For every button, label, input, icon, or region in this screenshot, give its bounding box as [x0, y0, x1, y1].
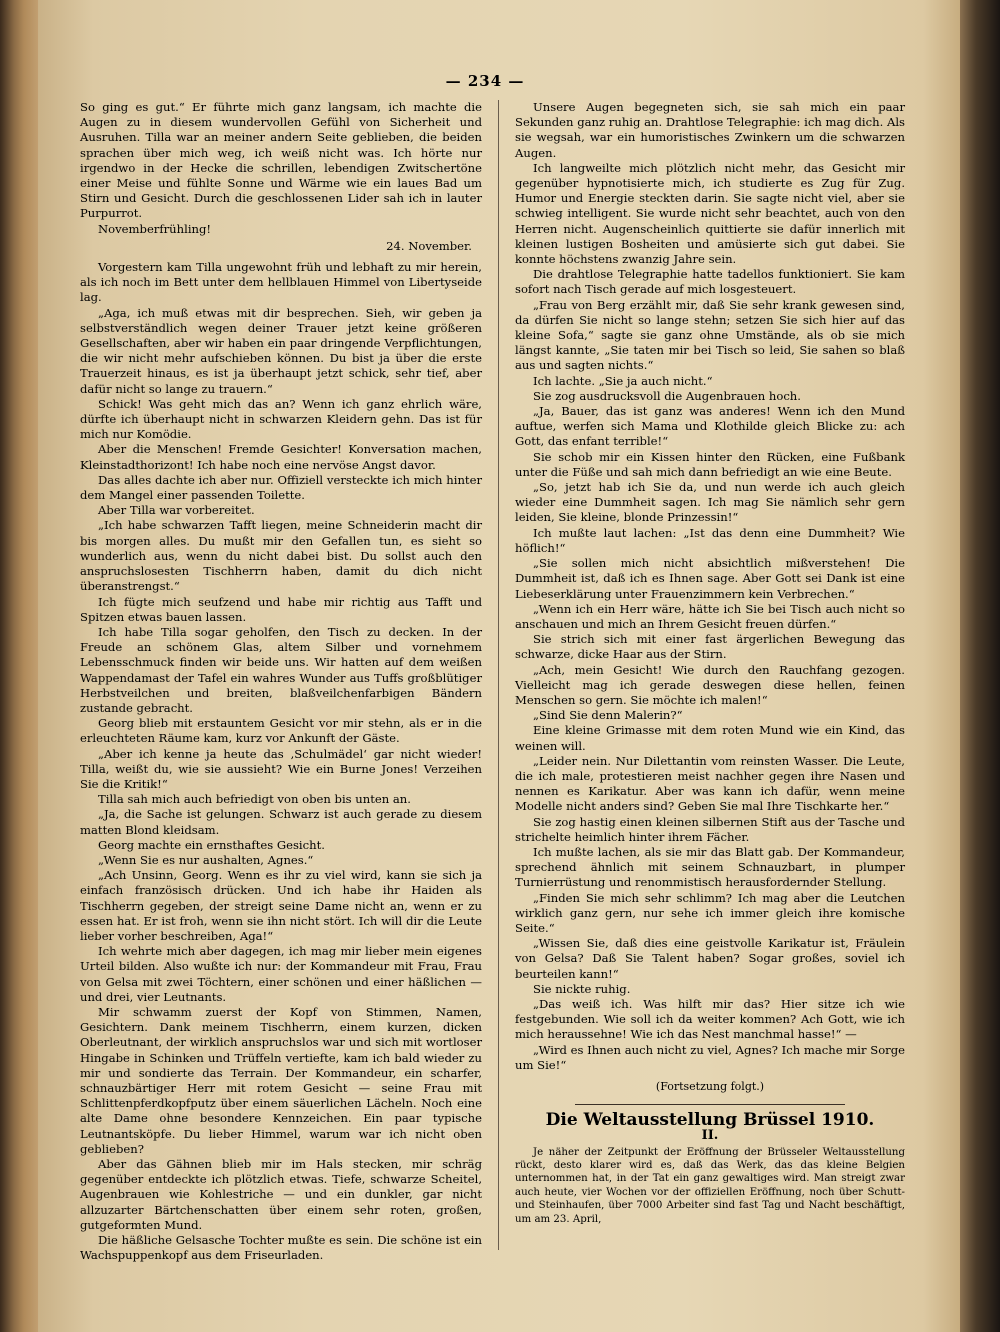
paragraph: „Leider nein. Nur Dilettantin vom reinsten Wasser. Die Leute, die ich male, protestieren meist nachher gegen ihre Nasen und nennen es Karikatur. Aber was kann ich dafür, wenn meine Modelle nicht anders sind? Geben Sie mal Ihre Tischkarte her.“ — [515, 753, 905, 814]
paragraph: Georg machte ein ernsthaftes Gesicht. — [98, 837, 325, 852]
paragraph: „Aber ich kenne ja heute das ‚Schulmädel‘ gar nicht wieder! Tilla, weißt du, wie sie aussieht? Wie ein Burne Jones! Verzeihen Sie die Kritik!“ — [80, 746, 482, 791]
dateline: 24. November. — [386, 238, 472, 253]
paragraph: Das alles dachte ich aber nur. Offiziell versteckte ich mich hinter dem Mangel einer passenden Toilette. — [80, 472, 482, 503]
paragraph: Novemberfrühling! — [98, 221, 212, 236]
paragraph: „Wenn ich ein Herr wäre, hätte ich Sie bei Tisch auch nicht so anschauen und mich an Ihrem Gesicht freuen dürfen.“ — [515, 601, 905, 631]
paragraph: Sie strich sich mit einer fast ärgerlichen Bewegung das schwarze, dicke Haar aus der Stirn. — [515, 632, 905, 662]
continuation-note: (Fortsetzung folgt.) — [655, 1080, 765, 1093]
paragraph: Schick! Was geht mich das an? Wenn ich ganz ehrlich wäre, dürfte ich überhaupt nicht in schwarzen Kleidern gehn. Das ist für mich nur Komödie. — [80, 396, 482, 442]
paragraph: „Aga, ich muß etwas mit dir besprechen. Sieh, wir geben ja selbstverständlich wegen deiner Trauer jetzt keine größeren Gesellschaften, aber wir haben ein paar dringende Verpflichtungen, die wir nicht mehr aufschieben können. Du bist ja über die erste Trauerzeit hinaus, es ist ja überhaupt jetzt schick, sehr tief, aber dafür nicht so lange zu trauern.“ — [80, 305, 482, 396]
paragraph: Ich lachte. „Sie ja auch nicht.“ — [533, 373, 713, 388]
paragraph: Vorgestern kam Tilla ungewohnt früh und lebhaft zu mir herein, als ich noch im Bett unter dem hellblauen Himmel von Libertyseide lag. — [80, 260, 482, 305]
paragraph: „So, jetzt hab ich Sie da, und nun werde ich auch gleich wieder eine Dummheit sagen. Ich mag Sie nämlich sehr gern leiden, Sie kleine, blonde Prinzessin!“ — [515, 480, 905, 525]
paragraph: Aber das Gähnen blieb mir im Hals stecken, mir schräg gegenüber entdeckte ich plötzlich etwas. Tiefe, schwarze Scheitel, Augenbrauen wie Kohlestriche — und ein dunkler, gar nicht allzuzarter Bärtchenschatten über einem sehr roten, großen, gutgeformten Mund. — [80, 1157, 482, 1232]
paragraph: „Ja, die Sache ist gelungen. Schwarz ist auch gerade zu diesem matten Blond kleidsam. — [80, 807, 482, 837]
paragraph: Sie zog ausdrucksvoll die Augenbrauen hoch. — [533, 388, 801, 403]
paragraph: Je näher der Zeitpunkt der Eröffnung der Brüsseler Weltausstellung rückt, desto klarer wird es, daß das Werk, das das kleine Belgien unternommen hat, in der Tat ein ganz gewaltiges wird. Man streigt zwar auch heute, vier Wochen vor der offiziellen Eröffnung, noch über Schutt- und Steinhaufen, über 7000 Arbeiter sind fast Tag und Nacht beschäftigt, um am 23. April, — [515, 1146, 905, 1225]
paragraph: Sie schob mir ein Kissen hinter den Rücken, eine Fußbank unter die Füße und sah mich dann befriedigt an wie eine Beute. — [515, 449, 905, 479]
paragraph: Die häßliche Gelsasche Tochter mußte es sein. Die schöne ist ein Wachspuppenkopf aus dem Friseurladen. — [80, 1233, 482, 1263]
paragraph: Georg blieb mit erstauntem Gesicht vor mir stehn, als er in die erleuchteten Räume kam, kurz vor Ankunft der Gäste. — [80, 716, 482, 746]
paragraph: Ich langweilte mich plötzlich nicht mehr, das Gesicht mir gegenüber hypnotisierte mich, ich studierte es Zug für Zug. Humor und Energie steckten darin. Sie sagte nicht viel, aber sie schwieg intelligent. Sie wurde nicht sehr beachtet, auch von den Herren nicht. Augenscheinlich quittierte sie dafür innerlich mit kleinen lustigen Bosheiten und amüsierte sich gut dabei. Sie konnte höchstens zwanzig Jahre sein. — [515, 160, 905, 267]
paragraph: „Sie sollen mich nicht absichtlich mißverstehen! Die Dummheit ist, daß ich es Ihnen sage. Aber Gott sei Dank ist eine Liebeserklärung unter Frauenzimmern kein Verbrechen.“ — [515, 556, 905, 601]
paragraph: Aber Tilla war vorbereitet. — [98, 503, 255, 518]
paragraph: „Wissen Sie, daß dies eine geistvolle Karikatur ist, Fräulein von Gelsa? Daß Sie Talent haben? Sogar großes, soviel ich beurteilen kann!“ — [515, 936, 905, 981]
paragraph: Unsere Augen begegneten sich, sie sah mich ein paar Sekunden ganz ruhig an. Drahtlose Telegraphie: ich mag dich. Als sie wegsah, war ein humoristisches Zwinkern um die schwarzen Augen. — [515, 100, 905, 160]
paragraph: Eine kleine Grimasse mit dem roten Mund wie ein Kind, das weinen will. — [515, 723, 905, 753]
paragraph: „Ach, mein Gesicht! Wie durch den Rauchfang gezogen. Vielleicht mag ich gerade deswegen diese hellen, feinen Menschen so gern. Sie möchte ich malen!“ — [515, 662, 905, 707]
paragraph: „Ach Unsinn, Georg. Wenn es ihr zu viel wird, kann sie sich ja einfach französisch drücken. Und ich habe ihr Haiden als Tischherrn gegeben, der streigt seine Dame nicht an, wenn er zu essen hat. Er ist froh, wenn sie ihn nicht stört. Ich will dir die Leute lieber vorher beschreiben, Aga!“ — [80, 868, 482, 943]
paragraph: „Wenn Sie es nur aushalten, Agnes.“ — [98, 852, 314, 867]
book-binding — [0, 0, 40, 1332]
right-column — [515, 100, 905, 1250]
article-part: II. — [701, 1128, 719, 1144]
paragraph: „Das weiß ich. Was hilft mir das? Hier sitze ich wie festgebunden. Wie soll ich da weiter kommen? Ach Gott, wie ich mich heraussehne! Wie ich das Nest manchmal hasse!“ — — [515, 996, 905, 1042]
paragraph: Ich mußte lachen, als sie mir das Blatt gab. Der Kommandeur, sprechend ähnlich mit seinem Schnauzbart, in plumper Turnierrüstung und renommistisch herausfordernder Stellung. — [515, 844, 905, 890]
paragraph: „Sind Sie denn Malerin?“ — [533, 708, 683, 723]
paragraph: Ich habe Tilla sogar geholfen, den Tisch zu decken. In der Freude an schönem Glas, altem Silber und vornehmem Lebensschmuck finden wir beide uns. Wir hatten auf dem weißen Wappendamast der Tafel ein wahres Wunder aus Tuffs großblütiger Herbstveilchen und breiten, blaßveilchenfarbigen Bändern zustande gebracht. — [80, 624, 482, 715]
section-separator — [575, 1104, 845, 1105]
paragraph: Die drahtlose Telegraphie hatte tadellos funktioniert. Sie kam sofort nach Tisch gerade auf mich losgesteuert. — [515, 267, 905, 297]
paragraph: „Ja, Bauer, das ist ganz was anderes! Wenn ich den Mund auftue, werfen sich Mama und Klothilde gleich Blicke zu: ach Gott, das enfant terrible!“ — [515, 404, 905, 449]
paragraph: „Ich habe schwarzen Tafft liegen, meine Schneiderin macht dir bis morgen alles. Du mußt mir den Gefallen tun, es sieht so wunderlich aus, wenn du nicht dabei bist. Du sollst auch den anspruchslosesten Tischherrn haben, damit du dich nicht überanstrengst.“ — [80, 518, 482, 594]
paragraph: „Finden Sie mich sehr schlimm? Ich mag aber die Leutchen wirklich ganz gern, nur sehe ich immer gleich ihre komische Seite.“ — [515, 890, 905, 935]
article-title: Die Weltausstellung Brüssel 1910. — [545, 1110, 875, 1131]
page-number: — 234 — — [445, 72, 525, 90]
paragraph: „Frau von Berg erzählt mir, daß Sie sehr krank gewesen sind, da dürfen Sie nicht so lange stehn; setzen Sie sich hier auf das kleine Sofa,“ sagte sie ganz ohne Umstände, als ob sie mich längst kannte, „Sie taten mir bei Tisch so leid, Sie sahen so blaß aus und sagten nichts.“ — [515, 297, 905, 373]
left-column — [80, 100, 482, 1263]
paragraph: Ich fügte mich seufzend und habe mir richtig aus Tafft und Spitzen etwas bauen lassen. — [80, 594, 482, 624]
paragraph: „Wird es Ihnen auch nicht zu viel, Agnes? Ich mache mir Sorge um Sie!“ — [515, 1042, 905, 1072]
paragraph: So ging es gut.“ Er führte mich ganz langsam, ich machte die Augen zu in diesem wundervollen Gefühl von Sicherheit und Ausruhen. Tilla war an meiner andern Seite geblieben, die beiden sprachen über mich weg, ich weiß nicht was. Ich hörte nur irgendwo in der Hecke die schrillen, lebendigen Zwitschertöne einer Meise und fühlte Sonne und Wärme wie ein laues Bad um Stirn und Gesicht. Durch die geschlossenen Lider sah ich in lauter Purpurrot. — [80, 100, 482, 221]
paragraph: Mir schwamm zuerst der Kopf von Stimmen, Namen, Gesichtern. Dank meinem Tischherrn, einem kurzen, dicken Oberleutnant, der wirklich anspruchslos war und sich mit wortloser Hingabe in Schinken und Trüffeln vertiefte, kam ich bald wieder zu mir und sondierte das Terrain. Der Kommandeur, ein scharfer, schnauzbärtiger Herr mit rotem Gesicht — seine Frau mit Schlittenpferdkopfputz über einem säuerlichen Lächeln. Noch eine alte Dame ohne besondere Kennzeichen. Ein paar typische Leutnantsköpfe. Du lieber Himmel, warum war ich nicht oben geblieben? — [80, 1004, 482, 1156]
paragraph: Ich wehrte mich aber dagegen, ich mag mir lieber mein eigenes Urteil bilden. Also wußte ich nur: der Kommandeur mit Frau, Frau von Gelsa mit zwei Töchtern, einer schönen und einer häßlichen — und drei, vier Leutnants. — [80, 944, 482, 1004]
paragraph: Sie nickte ruhig. — [533, 981, 631, 996]
paragraph: Sie zog hastig einen kleinen silbernen Stift aus der Tasche und strichelte heimlich hinter ihrem Fächer. — [515, 814, 905, 844]
column-rule — [498, 100, 499, 1250]
paragraph: Aber die Menschen! Fremde Gesichter! Konversation machen, Kleinstadthorizont! Ich habe noch eine nervöse Angst davor. — [80, 442, 482, 472]
next-page-edge — [960, 0, 1000, 1332]
paragraph: Tilla sah mich auch befriedigt von oben bis unten an. — [98, 792, 411, 807]
paragraph: Ich mußte laut lachen: „Ist das denn eine Dummheit? Wie höflich!“ — [515, 525, 905, 555]
